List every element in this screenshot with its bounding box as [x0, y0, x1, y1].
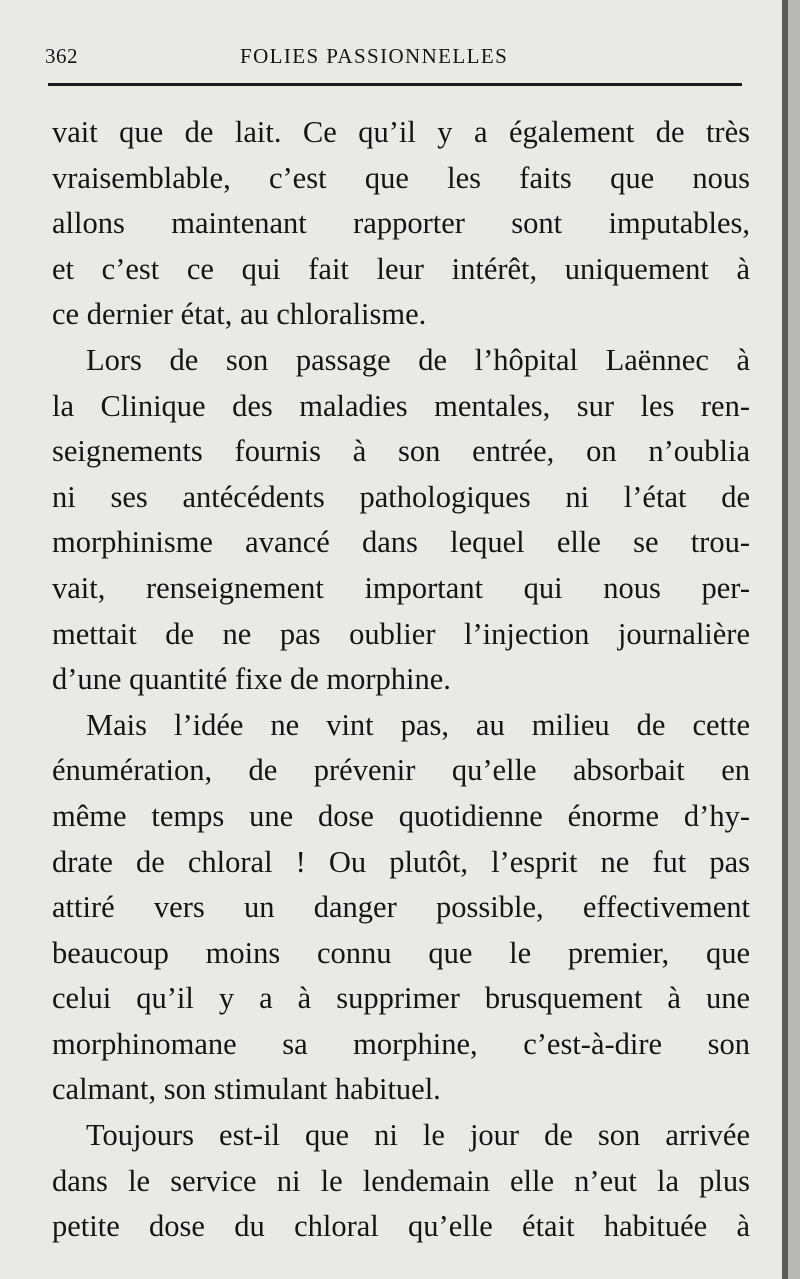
text-line: dans le service ni le lendemain elle n’eut la plus: [52, 1163, 750, 1198]
text-line: vraisemblable, c’est que les faits que nous: [52, 160, 750, 195]
running-head: [45, 40, 745, 76]
text-line: Lors de son passage de l’hôpital Laënnec à: [86, 342, 750, 377]
text-line: morphinomane sa morphine, c’est-à-dire son: [52, 1026, 750, 1061]
text-line: mettait de ne pas oublier l’injection journalière: [52, 616, 750, 651]
text-line: même temps une dose quotidienne énorme d’hy-: [52, 798, 750, 833]
text-line: calmant, son stimulant habituel.: [52, 1072, 441, 1107]
text-line: petite dose du chloral qu’elle était habituée à: [52, 1209, 750, 1244]
text-line: seignements fournis à son entrée, on n’oublia: [52, 434, 750, 469]
text-line: Mais l’idée ne vint pas, au milieu de cette: [86, 707, 750, 742]
text-line: allons maintenant rapporter sont imputables,: [52, 206, 750, 241]
text-line: ce dernier état, au chloralisme.: [52, 297, 427, 332]
body-text: [52, 110, 750, 1250]
text-line: d’une quantité fixe de morphine.: [52, 662, 451, 697]
text-line: la Clinique des maladies mentales, sur les ren-: [52, 388, 750, 423]
text-line: et c’est ce qui fait leur intérêt, uniquement à: [52, 251, 750, 286]
text-line: vait que de lait. Ce qu’il y a également de très: [52, 115, 750, 149]
header-rule: [48, 83, 742, 86]
text-line: beaucoup moins connu que le premier, que: [52, 935, 750, 970]
text-line: drate de chloral ! Ou plutôt, l’esprit ne fut pas: [52, 844, 750, 879]
text-line: énumération, de prévenir qu’elle absorbait en: [52, 753, 750, 788]
text-line: morphinisme avancé dans lequel elle se trou-: [52, 525, 750, 560]
text-line: ni ses antécédents pathologiques ni l’état de: [52, 479, 750, 514]
text-line: celui qu’il y a à supprimer brusquement à une: [52, 981, 750, 1016]
text-line: attiré vers un danger possible, effectivement: [52, 890, 750, 925]
running-title: FOLIES PASSIONNELLES: [240, 44, 509, 68]
text-line: Toujours est-il que ni le jour de son arrivée: [86, 1118, 750, 1153]
text-line: vait, renseignement important qui nous per-: [52, 570, 750, 605]
page-number: 362: [45, 44, 78, 68]
